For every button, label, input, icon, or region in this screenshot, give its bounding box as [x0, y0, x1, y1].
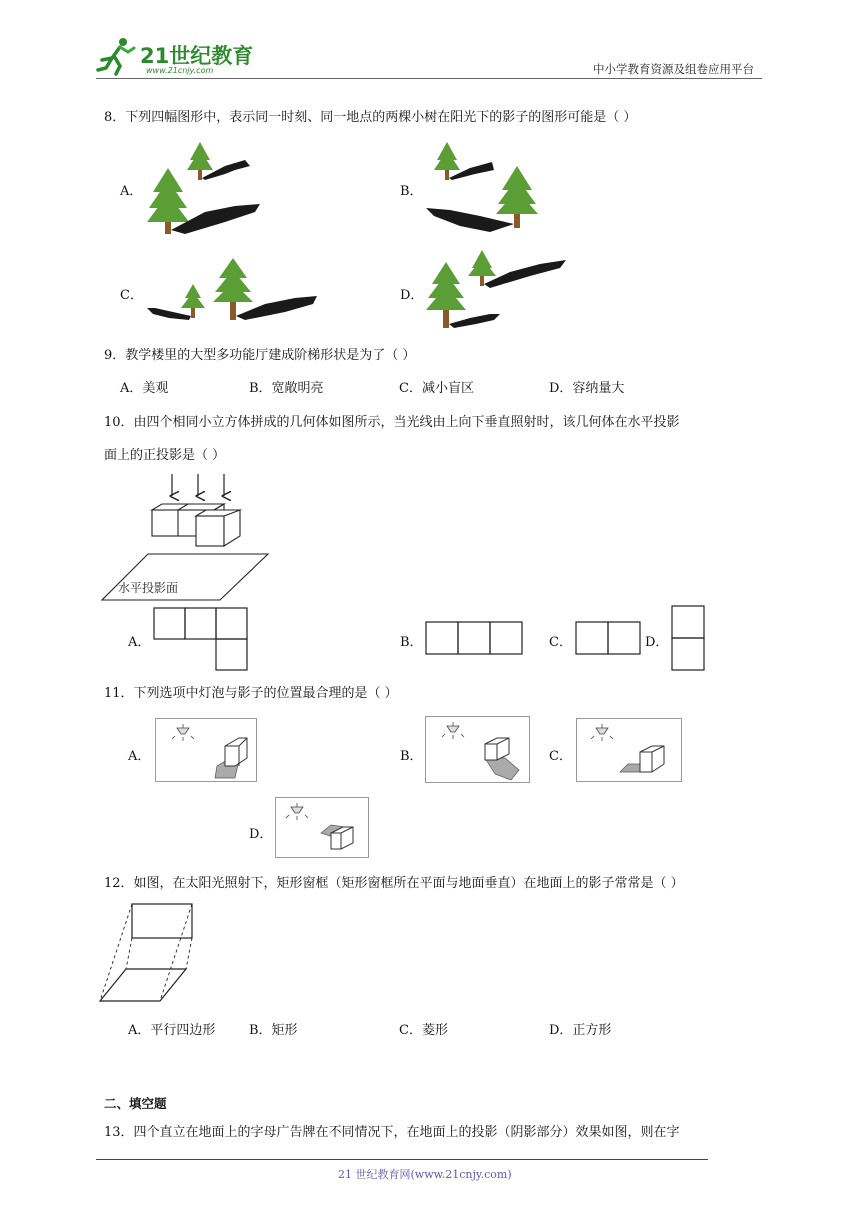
q10-option-b-label: B． [400, 635, 423, 650]
platform-name: 中小学教育资源及组卷应用平台 [593, 62, 754, 76]
q10-plane-label: 水平投影面 [118, 581, 179, 595]
q10-option-d-label: D． [645, 635, 669, 650]
question-10-text-line2: 面上的正投影是（ ） [104, 448, 226, 463]
q8-option-d-figure [420, 250, 580, 330]
q8-option-b-label: B． [400, 184, 423, 199]
section-fill-in-title: 二、填空题 [104, 1096, 167, 1111]
q12-option-a: A．平行四边形 [128, 1023, 216, 1038]
q10-option-a-label: A． [128, 635, 151, 650]
q11-option-c-figure [576, 718, 682, 782]
q8-option-b-figure [420, 140, 560, 240]
question-12-text: 12．如图，在太阳光照射下，矩形窗框（矩形窗框所在平面与地面垂直）在地面上的影子常常是（ ） [104, 876, 684, 891]
q11-option-a-label: A． [128, 749, 151, 764]
logo-main-text: 21世纪教育 [140, 44, 254, 68]
q9-option-c: C．减小盲区 [399, 381, 474, 396]
q10-option-a-figure [153, 607, 249, 671]
q8-option-c-figure [145, 256, 325, 326]
q10-solid-figure [100, 470, 280, 610]
logo-sub-text: www.21cnjy.com [146, 66, 214, 75]
question-8-text: 8．下列四幅图形中，表示同一时刻、同一地点的两棵小树在阳光下的影子的图形可能是（ ） [104, 110, 637, 125]
q8-option-a-label: A． [120, 184, 143, 199]
q11-option-c-label: C． [549, 749, 572, 764]
q10-option-b-figure [425, 621, 525, 655]
question-11-text: 11．下列选项中灯泡与影子的位置最合理的是（ ） [104, 686, 398, 701]
q11-option-d-figure [275, 797, 369, 859]
q8-option-d-label: D． [400, 288, 424, 303]
question-13-text: 13．四个直立在地面上的字母广告牌在不同情况下，在地面上的投影（阴影部分）效果如图，则在字 [104, 1125, 680, 1140]
q8-option-c-label: C． [120, 288, 143, 303]
q11-option-a-figure [155, 718, 257, 782]
q11-option-b-label: B． [400, 749, 423, 764]
q11-option-b-figure [425, 714, 531, 784]
q11-option-d-label: D． [249, 827, 273, 842]
q10-option-d-figure [671, 605, 705, 671]
q12-window-shadow-figure [98, 903, 198, 1003]
footer-divider [96, 1159, 708, 1160]
q8-option-a-figure [145, 140, 285, 240]
q9-option-d: D．容纳量大 [549, 381, 625, 396]
footer-link[interactable]: 21 世纪教育网(www.21cnjy.com) [338, 1168, 512, 1181]
question-9-text: 9．教学楼里的大型多功能厅建成阶梯形状是为了（ ） [104, 348, 416, 363]
logo-runner-icon [96, 36, 136, 76]
page-header [96, 30, 762, 78]
q9-option-a: A．美观 [120, 381, 169, 396]
q12-option-b: B．矩形 [249, 1023, 298, 1038]
q9-option-b: B．宽敞明亮 [249, 381, 324, 396]
header-divider [96, 78, 762, 79]
q10-option-c-label: C． [549, 635, 572, 650]
q12-option-c: C．菱形 [399, 1023, 448, 1038]
q10-option-c-figure [575, 621, 643, 655]
question-10-text-line1: 10．由四个相同小立方体拼成的几何体如图所示，当光线由上向下垂直照射时，该几何体在水平投影 [104, 415, 680, 430]
q12-option-d: D．正方形 [549, 1023, 612, 1038]
